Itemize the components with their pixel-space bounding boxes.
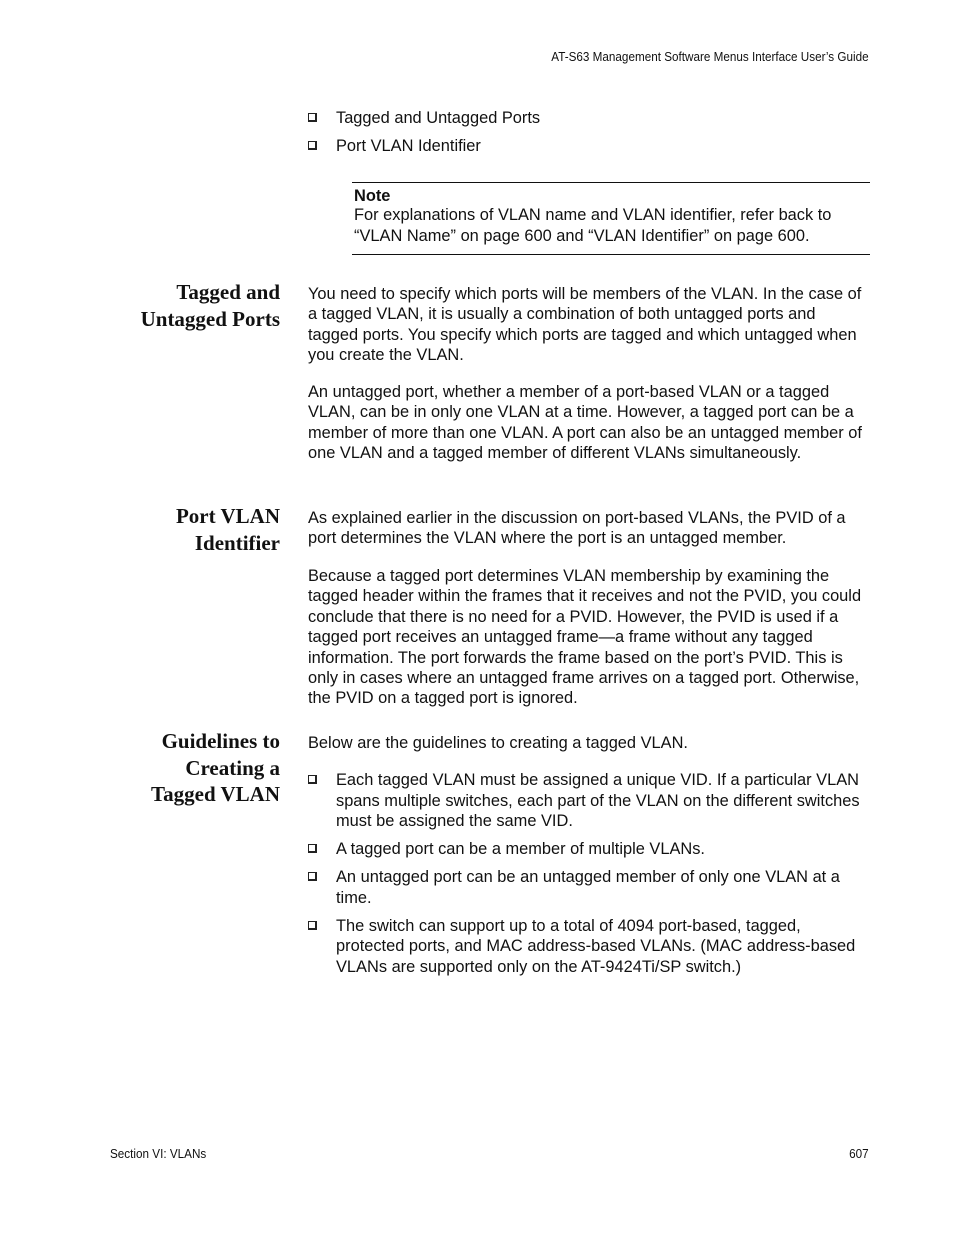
running-header: AT-S63 Management Software Menus Interface User’s Guide [551, 49, 869, 64]
heading-line: Tagged and [176, 280, 280, 304]
list-item-text: Each tagged VLAN must be assigned a unique VID. If a particular VLAN spans multiple switches, each part of the VLAN on the different switches must be assigned the same VID. [336, 771, 860, 830]
footer-section: Section VI: VLANs [110, 1146, 207, 1161]
list-item [308, 867, 870, 908]
intro-bullet-list [308, 108, 870, 164]
list-item [308, 108, 870, 129]
checkbox-bullet-icon [308, 872, 317, 881]
list-item-text: The switch can support up to a total of 4094 port-based, tagged, protected ports, and MAC address-based VLANs. (MAC address-based VLANs are supported only on the AT-9424Ti/SP switch.) [336, 916, 856, 976]
heading-line: Creating a [185, 755, 280, 780]
heading-line: Tagged VLAN [151, 782, 280, 806]
guidelines-bullet-list [308, 770, 870, 985]
checkbox-bullet-icon [308, 113, 317, 122]
note-text: For explanations of VLAN name and VLAN identifier, refer back to “VLAN Name” on page 600 and “VLAN Identifier” on page 600. [354, 206, 832, 245]
paragraph: An untagged port, whether a member of a port-based VLAN or a tagged VLAN, can be in only one VLAN at a time. However, a tagged port can be a member of more than one VLAN. A port can also be an untagged member of one VLAN and a tagged member of different VLANs simultaneously. [308, 383, 862, 463]
list-item-text: A tagged port can be a member of multiple VLANs. [336, 840, 705, 858]
list-item [308, 136, 870, 157]
list-item [308, 916, 870, 978]
checkbox-bullet-icon [308, 844, 317, 853]
paragraph: Below are the guidelines to creating a tagged VLAN. [308, 734, 688, 752]
list-item [308, 770, 870, 832]
list-item [308, 839, 870, 860]
paragraph: Because a tagged port determines VLAN membership by examining the tagged header within the frames that it receives and not the PVID, you could conclude that there is no need for a PVID. However, the PVID is used if a tagged port receives an untagged frame—a frame without any tagged information. The port forwards the frame based on the port’s PVID. This is only in cases where an untagged frame arrives on a tagged port. Otherwise, the PVID on a tagged port is ignored. [308, 567, 862, 708]
note-box [352, 182, 870, 255]
list-item-text: An untagged port can be an untagged member of only one VLAN at a time. [336, 868, 840, 907]
heading-line: Identifier [194, 530, 280, 555]
list-item-text: Port VLAN Identifier [336, 137, 481, 155]
paragraph: You need to specify which ports will be members of the VLAN. In the case of a tagged VLAN, it is usually a combination of both untagged ports and tagged ports. You specify which ports are tagged and which untagged when you create the VLAN. [308, 285, 862, 365]
note-label: Note [354, 187, 391, 205]
checkbox-bullet-icon [308, 775, 317, 784]
heading-line: Port VLAN [175, 504, 280, 528]
paragraph: As explained earlier in the discussion on port-based VLANs, the PVID of a port determines the VLAN where the port is an untagged member. [308, 509, 846, 548]
checkbox-bullet-icon [308, 141, 317, 150]
heading-guidelines-tagged-vlan [151, 728, 280, 808]
heading-port-vlan-identifier [176, 503, 280, 556]
heading-line: Untagged Ports [140, 306, 280, 331]
list-item-text: Tagged and Untagged Ports [336, 109, 541, 127]
heading-line: Guidelines to [161, 729, 280, 753]
page-number: 607 [849, 1146, 869, 1161]
checkbox-bullet-icon [308, 921, 317, 930]
heading-tagged-untagged-ports [141, 279, 280, 332]
